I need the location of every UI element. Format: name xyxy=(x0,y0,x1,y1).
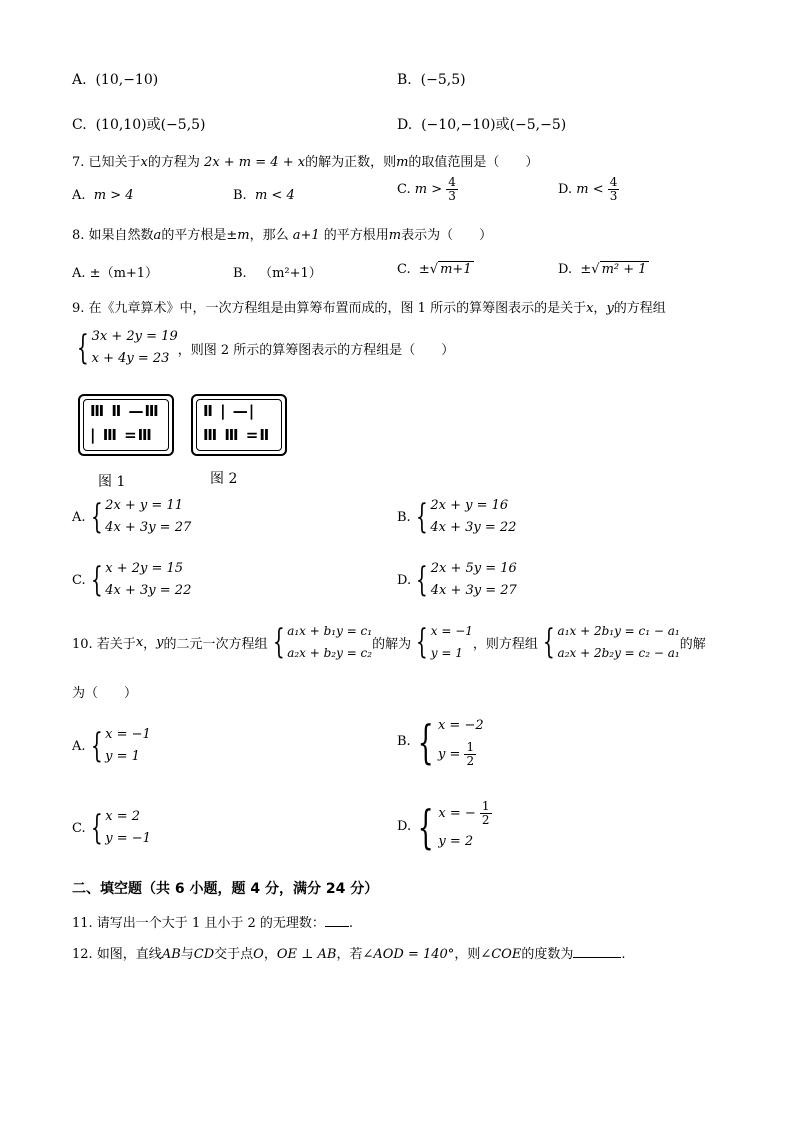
q8-option-c: C. ± √ m+1 xyxy=(397,262,472,277)
q7-stem: 7. 已知关于x的方程为 2x + m = 4 + x的解为正数，则m的取值范围是（ ） xyxy=(72,155,539,170)
q11-stem: 11. 请写出一个大于 1 且小于 2 的无理数： . xyxy=(72,916,354,931)
q9-option-d: D. { 2x + 5y = 16 4x + 3y = 27 xyxy=(397,560,517,600)
q7-option-c: C. m > $\frac{4}{3}$ xyxy=(397,175,456,203)
q10-stem-line1: 10. 若关于 x ， y 的二元一次方程组 { a₁x + b₁y = c₁ a₂x + b₂y = c₂ 的解为 { x = −1 y = 1 ，则方程组 { a₁x + 2b₁y = c₁ − a₁ a₂x + 2b₂y = c₂ − a₁ 的解 xyxy=(72,622,706,662)
q9-stem-line1: 9. 在《九章算术》中，一次方程组是由算筹布置而成的，图 1 所示的算筹图表示的是关于x，y的方程组 xyxy=(72,301,666,316)
q6-option-a-value: (10,−10) xyxy=(95,72,159,88)
q11-answer-blank[interactable] xyxy=(325,926,349,927)
q8-option-d: D. ± √ m² + 1 xyxy=(558,262,647,277)
q8-stem: 8. 如果自然数a的平方根是±m，那么 a+1 的平方根用m表示为（ ） xyxy=(72,228,493,243)
q10-option-d: D. { x = − $\frac{1}{2}$ y = 2 xyxy=(397,799,490,854)
q6-option-b: B. (−5,5) xyxy=(397,72,466,88)
sqrt-symbol: √ m+1 xyxy=(429,262,472,277)
q7-option-d-fraction: $\frac{4}{3}$ xyxy=(609,175,618,203)
figure-2-caption: 图 2 xyxy=(210,471,238,487)
fig2-row1: Ⅱ | —| xyxy=(203,402,256,420)
q7-option-c-fraction: $\frac{4}{3}$ xyxy=(448,175,456,203)
q10-system-3: { a₁x + 2b₁y = c₁ − a₁ a₂x + 2b₂y = c₂ − a₁ xyxy=(542,622,680,662)
q7-option-d: D. m < $\frac{4}{3}$ xyxy=(558,175,618,203)
q10-option-c: C. { x = 2 y = −1 xyxy=(72,808,151,848)
fig1-row1: Ⅲ Ⅱ —Ⅲ xyxy=(90,402,160,420)
q9-option-b: B. { 2x + y = 16 4x + 3y = 22 xyxy=(397,497,517,537)
sqrt-symbol: √ m² + 1 xyxy=(591,262,647,277)
fig2-row2: Ⅲ Ⅲ =Ⅱ xyxy=(203,426,271,444)
q9-option-c: C. { x + 2y = 15 4x + 3y = 22 xyxy=(72,560,192,600)
q9-given-system: { 3x + 2y = 19 x + 4y = 23 xyxy=(76,328,178,368)
q12-answer-blank[interactable] xyxy=(573,957,621,958)
q10-option-b: B. { x = −2 y = $\frac{1}{2}$ xyxy=(397,714,484,769)
q6-option-d: D. (−10,−10)或(−5,−5) xyxy=(397,117,567,133)
section-2-title: 二、填空题（共 6 小题，题 4 分，满分 24 分） xyxy=(72,881,379,897)
q10-system-2: { x = −1 y = 1 xyxy=(415,622,473,662)
q10-stem-line2: 为（ ） xyxy=(72,686,138,701)
q9-stem-line2: { 3x + 2y = 19 x + 4y = 23 ，则图 2 所示的算筹图表示的方程组是（ ） xyxy=(72,326,454,370)
q10-option-a: A. { x = −1 y = 1 xyxy=(72,726,151,766)
q9-option-a: A. { 2x + y = 11 4x + 3y = 27 xyxy=(72,497,192,537)
q8-option-a: A. ±（m+1） xyxy=(72,266,159,281)
q10-system-1: { a₁x + b₁y = c₁ a₂x + b₂y = c₂ xyxy=(272,622,373,662)
q12-stem: 12. 如图，直线AB与CD交于点O，OE ⊥ AB，若∠AOD = 140°，则∠COE的度数为 . xyxy=(72,947,626,962)
fig1-row2: | Ⅲ =Ⅲ xyxy=(90,426,153,444)
figure-1-caption: 图 1 xyxy=(98,474,126,490)
q6-option-b-value: (−5,5) xyxy=(420,72,466,88)
q8-option-b: B. （m²+1） xyxy=(233,266,322,281)
q7-option-b: B. m < 4 xyxy=(233,188,295,203)
counting-rod-figure-1 xyxy=(78,394,174,456)
q7-option-a: A. m > 4 xyxy=(72,188,134,203)
q6-option-a: A. (10,−10) xyxy=(72,72,159,88)
counting-rod-figure-2 xyxy=(191,394,287,456)
q6-option-c: C. (10,10)或(−5,5) xyxy=(72,117,206,133)
